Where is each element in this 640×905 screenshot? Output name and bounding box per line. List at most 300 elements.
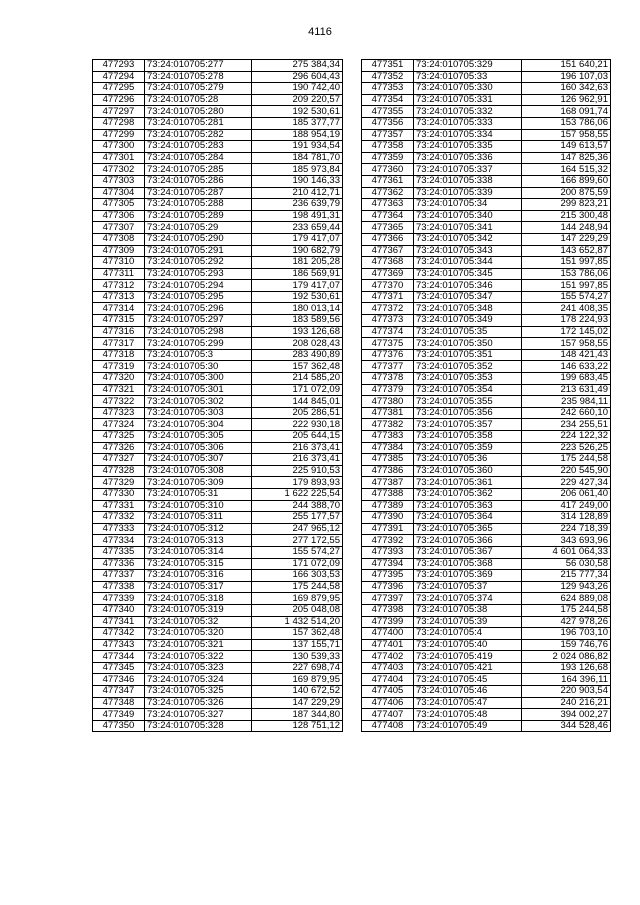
table-row (362, 407, 611, 419)
table-row (93, 326, 343, 338)
cadastral-value-cell: 314 128,89 (522, 512, 611, 524)
table-row (362, 257, 611, 269)
table-row (362, 535, 611, 547)
record-number-cell: 477328 (93, 465, 145, 477)
record-number-cell: 477298 (93, 117, 145, 129)
cadastral-number-cell: 73:24:010705:304 (145, 419, 252, 431)
cadastral-value-cell: 236 639,79 (252, 199, 343, 211)
table-row (93, 628, 343, 640)
cadastral-value-cell: 159 746,76 (522, 639, 611, 651)
table-row (362, 210, 611, 222)
record-number-cell: 477301 (93, 152, 145, 164)
cadastral-number-cell: 73:24:010705:358 (414, 431, 522, 443)
cadastral-value-cell: 208 028,43 (252, 338, 343, 350)
record-number-cell: 477329 (93, 477, 145, 489)
cadastral-value-cell: 427 978,26 (522, 616, 611, 628)
table-row (362, 152, 611, 164)
record-number-cell: 477398 (362, 604, 414, 616)
table-row (362, 500, 611, 512)
cadastral-value-cell: 155 574,27 (522, 291, 611, 303)
cadastral-number-cell: 73:24:010705:285 (145, 164, 252, 176)
record-number-cell: 477386 (362, 465, 414, 477)
cadastral-value-cell: 233 659,44 (252, 222, 343, 234)
cadastral-number-cell: 73:24:010705:356 (414, 407, 522, 419)
table-row (93, 291, 343, 303)
cadastral-value-cell: 166 303,53 (252, 570, 343, 582)
cadastral-number-cell: 73:24:010705:363 (414, 500, 522, 512)
table-row (362, 326, 611, 338)
cadastral-number-cell: 73:24:010705:283 (145, 141, 252, 153)
cadastral-number-cell: 73:24:010705:311 (145, 512, 252, 524)
record-number-cell: 477376 (362, 349, 414, 361)
cadastral-value-cell: 296 604,43 (252, 71, 343, 83)
record-number-cell: 477344 (93, 651, 145, 663)
cadastral-number-cell: 73:24:010705:290 (145, 233, 252, 245)
cadastral-number-cell: 73:24:010705:284 (145, 152, 252, 164)
record-number-cell: 477357 (362, 129, 414, 141)
cadastral-value-cell: 205 048,08 (252, 604, 343, 616)
cadastral-number-cell: 73:24:010705:30 (145, 361, 252, 373)
record-number-cell: 477393 (362, 546, 414, 558)
cadastral-value-cell: 186 569,91 (252, 268, 343, 280)
cadastral-value-cell: 223 526,25 (522, 442, 611, 454)
table-row (93, 616, 343, 628)
cadastral-number-cell: 73:24:010705:326 (145, 697, 252, 709)
cadastral-value-cell: 175 244,58 (522, 604, 611, 616)
cadastral-number-cell: 73:24:010705:328 (145, 720, 252, 732)
cadastral-value-cell: 146 633,22 (522, 361, 611, 373)
table-row (93, 373, 343, 385)
cadastral-number-cell: 73:24:010705:287 (145, 187, 252, 199)
cadastral-value-cell: 126 962,91 (522, 94, 611, 106)
cadastral-number-cell: 73:24:010705:289 (145, 210, 252, 222)
cadastral-number-cell: 73:24:010705:305 (145, 431, 252, 443)
table-row (93, 280, 343, 292)
cadastral-number-cell: 73:24:010705:353 (414, 373, 522, 385)
cadastral-number-cell: 73:24:010705:312 (145, 523, 252, 535)
record-number-cell: 477326 (93, 442, 145, 454)
cadastral-number-cell: 73:24:010705:282 (145, 129, 252, 141)
cadastral-number-cell: 73:24:010705:327 (145, 709, 252, 721)
record-number-cell: 477304 (93, 187, 145, 199)
cadastral-value-cell: 155 574,27 (252, 546, 343, 558)
cadastral-value-cell: 344 528,46 (522, 720, 611, 732)
cadastral-number-cell: 73:24:010705:369 (414, 570, 522, 582)
cadastral-number-cell: 73:24:010705:419 (414, 651, 522, 663)
cadastral-number-cell: 73:24:010705:286 (145, 175, 252, 187)
table-row (362, 570, 611, 582)
cadastral-number-cell: 73:24:010705:306 (145, 442, 252, 454)
cadastral-value-cell: 283 490,89 (252, 349, 343, 361)
record-number-cell: 477359 (362, 152, 414, 164)
table-row (362, 686, 611, 698)
cadastral-number-cell: 73:24:010705:421 (414, 662, 522, 674)
cadastral-value-cell: 175 244,58 (522, 454, 611, 466)
table-row (93, 454, 343, 466)
cadastral-value-cell: 247 965,12 (252, 523, 343, 535)
record-number-cell: 477311 (93, 268, 145, 280)
record-number-cell: 477332 (93, 512, 145, 524)
table-row (93, 164, 343, 176)
cadastral-value-cell: 244 388,70 (252, 500, 343, 512)
table-row (93, 535, 343, 547)
record-number-cell: 477318 (93, 349, 145, 361)
table-row (93, 581, 343, 593)
record-number-cell: 477308 (93, 233, 145, 245)
table-row (93, 686, 343, 698)
record-number-cell: 477312 (93, 280, 145, 292)
cadastral-value-cell: 235 984,11 (522, 396, 611, 408)
table-row (93, 570, 343, 582)
cadastral-number-cell: 73:24:010705:295 (145, 291, 252, 303)
record-number-cell: 477352 (362, 71, 414, 83)
table-row (362, 60, 611, 72)
cadastral-number-cell: 73:24:010705:334 (414, 129, 522, 141)
table-row (93, 106, 343, 118)
cadastral-value-cell: 190 146,33 (252, 175, 343, 187)
cadastral-number-cell: 73:24:010705:366 (414, 535, 522, 547)
cadastral-value-cell: 164 515,32 (522, 164, 611, 176)
record-number-cell: 477379 (362, 384, 414, 396)
cadastral-number-cell: 73:24:010705:310 (145, 500, 252, 512)
cadastral-number-cell: 73:24:010705:345 (414, 268, 522, 280)
table-row (362, 117, 611, 129)
cadastral-value-cell: 190 742,40 (252, 83, 343, 95)
table-row (93, 593, 343, 605)
cadastral-value-cell: 153 786,06 (522, 268, 611, 280)
cadastral-value-cell: 188 954,19 (252, 129, 343, 141)
cadastral-value-cell: 56 030,58 (522, 558, 611, 570)
table-row (93, 245, 343, 257)
cadastral-value-cell: 224 718,39 (522, 523, 611, 535)
cadastral-number-cell: 73:24:010705:33 (414, 71, 522, 83)
table-row (93, 222, 343, 234)
cadastral-value-cell: 624 889,08 (522, 593, 611, 605)
cadastral-number-cell: 73:24:010705:333 (414, 117, 522, 129)
cadastral-value-cell: 215 777,34 (522, 570, 611, 582)
table-row (362, 338, 611, 350)
cadastral-number-cell: 73:24:010705:37 (414, 581, 522, 593)
table-row (362, 349, 611, 361)
cadastral-number-cell: 73:24:010705:340 (414, 210, 522, 222)
record-number-cell: 477382 (362, 419, 414, 431)
record-number-cell: 477350 (93, 720, 145, 732)
cadastral-value-cell: 128 751,12 (252, 720, 343, 732)
cadastral-number-cell: 73:24:010705:342 (414, 233, 522, 245)
cadastral-value-cell: 137 155,71 (252, 639, 343, 651)
record-number-cell: 477390 (362, 512, 414, 524)
cadastral-value-cell: 166 899,60 (522, 175, 611, 187)
cadastral-number-cell: 73:24:010705:344 (414, 257, 522, 269)
cadastral-number-cell: 73:24:010705:347 (414, 291, 522, 303)
table-row (362, 106, 611, 118)
record-number-cell: 477368 (362, 257, 414, 269)
cadastral-value-cell: 148 421,43 (522, 349, 611, 361)
table-row (362, 199, 611, 211)
cadastral-value-cell: 151 997,85 (522, 257, 611, 269)
cadastral-value-cell: 157 958,55 (522, 338, 611, 350)
record-number-cell: 477362 (362, 187, 414, 199)
record-number-cell: 477408 (362, 720, 414, 732)
cadastral-number-cell: 73:24:010705:292 (145, 257, 252, 269)
table-row (362, 651, 611, 663)
record-number-cell: 477325 (93, 431, 145, 443)
record-number-cell: 477371 (362, 291, 414, 303)
table-row (362, 164, 611, 176)
record-number-cell: 477310 (93, 257, 145, 269)
cadastral-number-cell: 73:24:010705:374 (414, 593, 522, 605)
table-row (362, 71, 611, 83)
cadastral-value-cell: 157 958,55 (522, 129, 611, 141)
cadastral-value-cell: 196 107,03 (522, 71, 611, 83)
record-number-cell: 477397 (362, 593, 414, 605)
record-number-cell: 477349 (93, 709, 145, 721)
record-number-cell: 477305 (93, 199, 145, 211)
cadastral-value-cell: 394 002,27 (522, 709, 611, 721)
cadastral-number-cell: 73:24:010705:331 (414, 94, 522, 106)
cadastral-number-cell: 73:24:010705:360 (414, 465, 522, 477)
record-number-cell: 477302 (93, 164, 145, 176)
cadastral-number-cell: 73:24:010705:320 (145, 628, 252, 640)
record-number-cell: 477407 (362, 709, 414, 721)
record-number-cell: 477378 (362, 373, 414, 385)
cadastral-value-cell: 417 249,00 (522, 500, 611, 512)
table-row (362, 639, 611, 651)
record-number-cell: 477340 (93, 604, 145, 616)
table-row (93, 199, 343, 211)
cadastral-value-cell: 240 216,21 (522, 697, 611, 709)
table-row (93, 488, 343, 500)
record-number-cell: 477403 (362, 662, 414, 674)
table-row (93, 315, 343, 327)
cadastral-value-cell: 140 672,52 (252, 686, 343, 698)
cadastral-value-cell: 192 530,61 (252, 106, 343, 118)
table-row (93, 465, 343, 477)
table-row (93, 639, 343, 651)
table-row (362, 291, 611, 303)
cadastral-number-cell: 73:24:010705:36 (414, 454, 522, 466)
cadastral-value-cell: 234 255,51 (522, 419, 611, 431)
record-number-cell: 477309 (93, 245, 145, 257)
table-row (362, 233, 611, 245)
cadastral-value-cell: 214 585,20 (252, 373, 343, 385)
cadastral-value-cell: 255 177,57 (252, 512, 343, 524)
record-number-cell: 477361 (362, 175, 414, 187)
table-row (362, 593, 611, 605)
record-number-cell: 477299 (93, 129, 145, 141)
table-row (93, 268, 343, 280)
cadastral-value-cell: 275 384,34 (252, 60, 343, 72)
record-number-cell: 477335 (93, 546, 145, 558)
table-row (362, 628, 611, 640)
cadastral-number-cell: 73:24:010705:39 (414, 616, 522, 628)
table-row (362, 523, 611, 535)
cadastral-value-cell: 172 145,02 (522, 326, 611, 338)
cadastral-value-cell: 193 126,68 (252, 326, 343, 338)
record-number-cell: 477316 (93, 326, 145, 338)
record-number-cell: 477384 (362, 442, 414, 454)
cadastral-number-cell: 73:24:010705:352 (414, 361, 522, 373)
record-number-cell: 477303 (93, 175, 145, 187)
cadastral-value-cell: 209 220,57 (252, 94, 343, 106)
cadastral-value-cell: 169 879,95 (252, 593, 343, 605)
table-row (93, 141, 343, 153)
cadastral-number-cell: 73:24:010705:300 (145, 373, 252, 385)
cadastral-number-cell: 73:24:010705:293 (145, 268, 252, 280)
record-number-cell: 477321 (93, 384, 145, 396)
cadastral-value-cell: 171 072,09 (252, 558, 343, 570)
record-number-cell: 477370 (362, 280, 414, 292)
table-row (93, 257, 343, 269)
table-row (93, 662, 343, 674)
record-number-cell: 477324 (93, 419, 145, 431)
table-row (93, 546, 343, 558)
cadastral-value-cell: 193 126,68 (522, 662, 611, 674)
cadastral-number-cell: 73:24:010705:339 (414, 187, 522, 199)
table-row (362, 222, 611, 234)
record-number-cell: 477374 (362, 326, 414, 338)
table-row (93, 71, 343, 83)
cadastral-value-cell: 187 344,80 (252, 709, 343, 721)
cadastral-number-cell: 73:24:010705:324 (145, 674, 252, 686)
record-number-cell: 477300 (93, 141, 145, 153)
table-row (362, 465, 611, 477)
cadastral-value-cell: 216 373,41 (252, 454, 343, 466)
record-number-cell: 477404 (362, 674, 414, 686)
table-row (362, 581, 611, 593)
cadastral-number-cell: 73:24:010705:281 (145, 117, 252, 129)
record-number-cell: 477296 (93, 94, 145, 106)
cadastral-number-cell: 73:24:010705:279 (145, 83, 252, 95)
table-row (362, 488, 611, 500)
cadastral-number-cell: 73:24:010705:280 (145, 106, 252, 118)
cadastral-value-cell: 215 300,48 (522, 210, 611, 222)
record-number-cell: 477320 (93, 373, 145, 385)
record-number-cell: 477319 (93, 361, 145, 373)
table-row (93, 152, 343, 164)
cadastral-value-cell: 168 091,74 (522, 106, 611, 118)
cadastral-value-cell: 149 613,57 (522, 141, 611, 153)
cadastral-number-cell: 73:24:010705:357 (414, 419, 522, 431)
record-number-cell: 477293 (93, 60, 145, 72)
record-number-cell: 477400 (362, 628, 414, 640)
cadastral-number-cell: 73:24:010705:359 (414, 442, 522, 454)
cadastral-value-cell: 224 122,32 (522, 431, 611, 443)
record-number-cell: 477317 (93, 338, 145, 350)
cadastral-value-cell: 222 930,18 (252, 419, 343, 431)
cadastral-value-cell: 157 362,48 (252, 628, 343, 640)
record-number-cell: 477369 (362, 268, 414, 280)
table-row (362, 373, 611, 385)
cadastral-number-cell: 73:24:010705:303 (145, 407, 252, 419)
table-row (93, 349, 343, 361)
cadastral-number-cell: 73:24:010705:35 (414, 326, 522, 338)
cadastral-number-cell: 73:24:010705:322 (145, 651, 252, 663)
record-number-cell: 477380 (362, 396, 414, 408)
record-number-cell: 477391 (362, 523, 414, 535)
cadastral-value-cell: 241 408,35 (522, 303, 611, 315)
cadastral-value-cell: 220 545,90 (522, 465, 611, 477)
record-number-cell: 477336 (93, 558, 145, 570)
cadastral-value-cell: 2 024 086,82 (522, 651, 611, 663)
cadastral-number-cell: 73:24:010705:40 (414, 639, 522, 651)
cadastral-number-cell: 73:24:010705:296 (145, 303, 252, 315)
cadastral-number-cell: 73:24:010705:341 (414, 222, 522, 234)
record-number-cell: 477347 (93, 686, 145, 698)
table-row (362, 674, 611, 686)
cadastral-number-cell: 73:24:010705:313 (145, 535, 252, 547)
cadastral-value-cell: 143 652,87 (522, 245, 611, 257)
record-number-cell: 477365 (362, 222, 414, 234)
cadastral-number-cell: 73:24:010705:31 (145, 488, 252, 500)
table-row (93, 674, 343, 686)
cadastral-number-cell: 73:24:010705:288 (145, 199, 252, 211)
table-row (93, 60, 343, 72)
cadastral-value-cell: 183 589,56 (252, 315, 343, 327)
cadastral-number-cell: 73:24:010705:45 (414, 674, 522, 686)
table-row (93, 129, 343, 141)
cadastral-number-cell: 73:24:010705:278 (145, 71, 252, 83)
record-number-cell: 477339 (93, 593, 145, 605)
cadastral-value-cell: 151 640,21 (522, 60, 611, 72)
record-number-cell: 477358 (362, 141, 414, 153)
cadastral-value-cell: 157 362,48 (252, 361, 343, 373)
cadastral-number-cell: 73:24:010705:294 (145, 280, 252, 292)
cadastral-number-cell: 73:24:010705:365 (414, 523, 522, 535)
record-number-cell: 477322 (93, 396, 145, 408)
cadastral-value-cell: 213 631,49 (522, 384, 611, 396)
cadastral-value-cell: 277 172,55 (252, 535, 343, 547)
cadastral-number-cell: 73:24:010705:316 (145, 570, 252, 582)
cadastral-number-cell: 73:24:010705:338 (414, 175, 522, 187)
cadastral-value-cell: 160 342,63 (522, 83, 611, 95)
cadastral-number-cell: 73:24:010705:355 (414, 396, 522, 408)
cadastral-number-cell: 73:24:010705:291 (145, 245, 252, 257)
cadastral-value-cell: 179 893,93 (252, 477, 343, 489)
cadastral-number-cell: 73:24:010705:46 (414, 686, 522, 698)
cadastral-number-cell: 73:24:010705:367 (414, 546, 522, 558)
cadastral-value-cell: 191 934,54 (252, 141, 343, 153)
record-number-cell: 477383 (362, 431, 414, 443)
record-number-cell: 477294 (93, 71, 145, 83)
table-row (362, 384, 611, 396)
cadastral-value-cell: 206 061,40 (522, 488, 611, 500)
cadastral-number-cell: 73:24:010705:4 (414, 628, 522, 640)
cadastral-number-cell: 73:24:010705:330 (414, 83, 522, 95)
cadastral-value-cell: 210 412,71 (252, 187, 343, 199)
table-row (93, 396, 343, 408)
table-row (362, 709, 611, 721)
table-row (93, 651, 343, 663)
table-row (362, 454, 611, 466)
cadastral-value-cell: 144 248,94 (522, 222, 611, 234)
cadastral-value-cell: 1 432 514,20 (252, 616, 343, 628)
registry-table-left (92, 59, 343, 732)
table-row (93, 419, 343, 431)
record-number-cell: 477351 (362, 60, 414, 72)
cadastral-value-cell: 185 973,84 (252, 164, 343, 176)
cadastral-value-cell: 169 879,95 (252, 674, 343, 686)
cadastral-number-cell: 73:24:010705:307 (145, 454, 252, 466)
table-row (362, 558, 611, 570)
record-number-cell: 477402 (362, 651, 414, 663)
record-number-cell: 477388 (362, 488, 414, 500)
table-row (93, 94, 343, 106)
cadastral-value-cell: 179 417,07 (252, 233, 343, 245)
cadastral-number-cell: 73:24:010705:48 (414, 709, 522, 721)
registry-table-right (361, 59, 611, 732)
record-number-cell: 477387 (362, 477, 414, 489)
